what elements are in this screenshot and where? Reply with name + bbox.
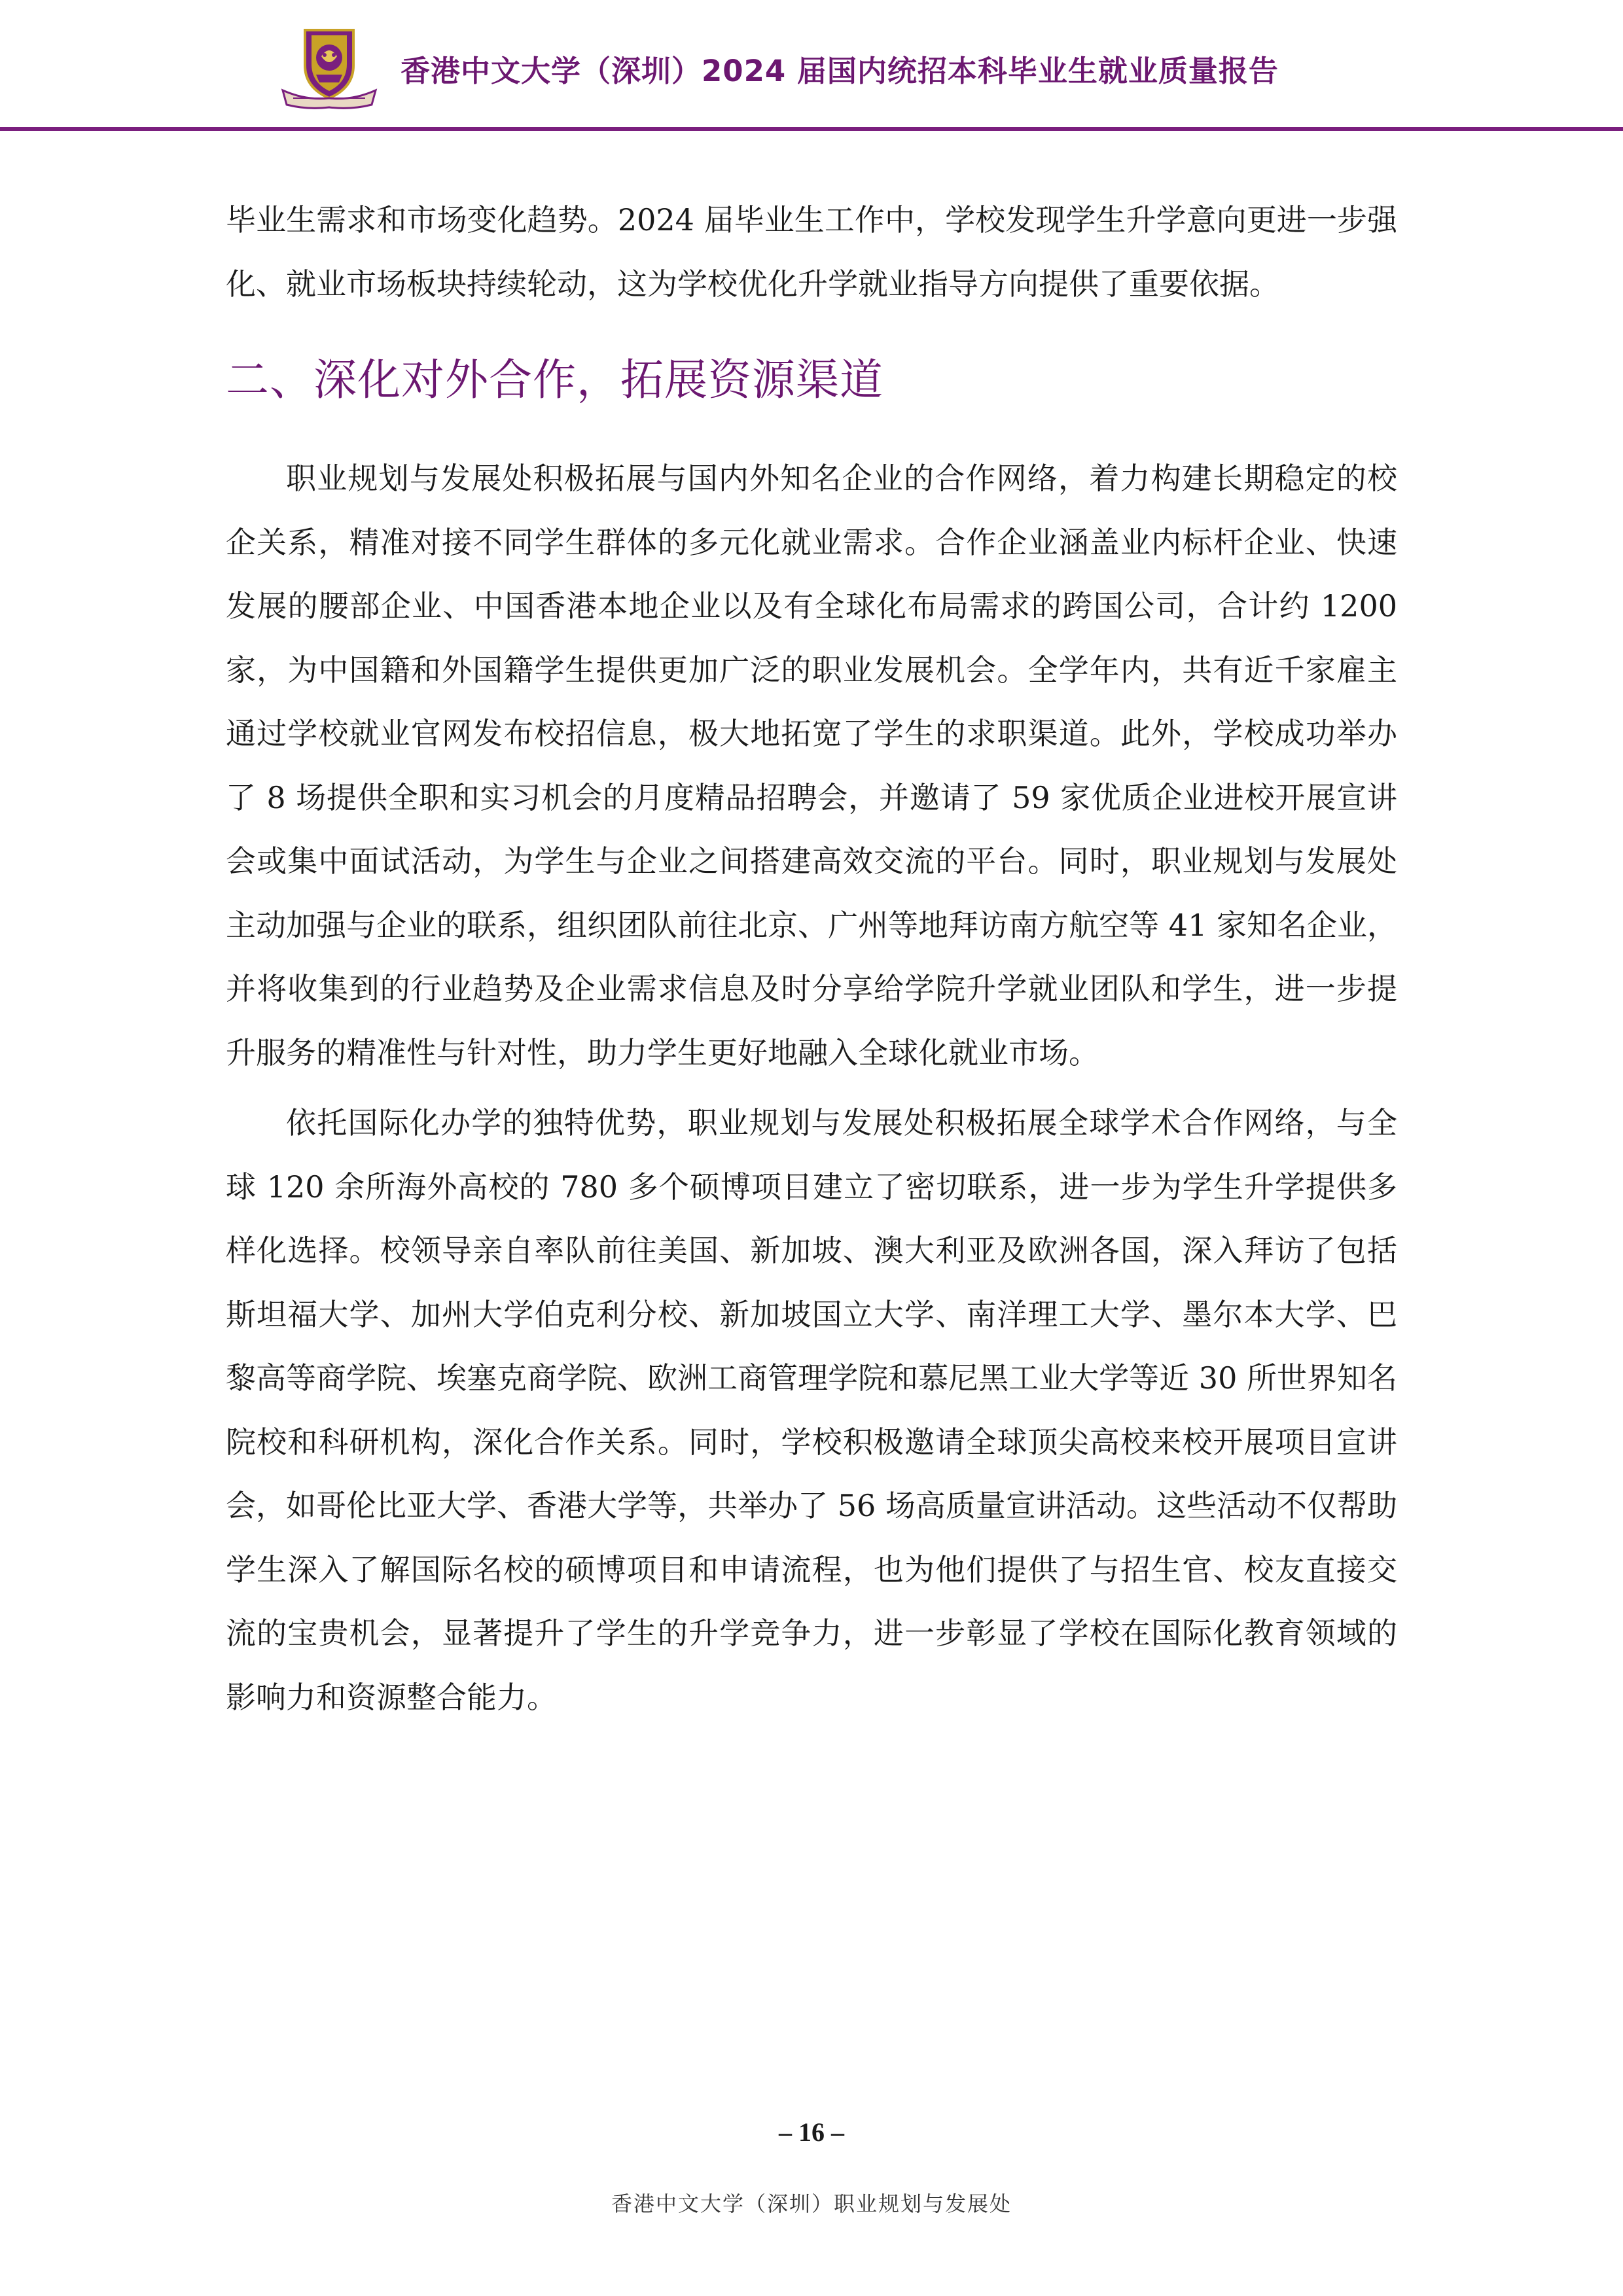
page-body	[226, 188, 1397, 1729]
footer-department: 香港中文大学（深圳）职业规划与发展处	[611, 2191, 1012, 2216]
page-header	[0, 0, 1623, 131]
section-heading: 二、深化对外合作，拓展资源渠道	[226, 355, 883, 405]
intro-paragraph: 毕业生需求和市场变化趋势。2024 届毕业生工作中，学校发现学生升学意向更进一步强化、就业市场板块持续轮动，这为学校优化升学就业指导方向提供了重要依据。	[226, 202, 1397, 302]
body-paragraph: 职业规划与发展处积极拓展与国内外知名企业的合作网络，着力构建长期稳定的校企关系，精准对接不同学生群体的多元化就业需求。合作企业涵盖业内标杆企业、快速发展的腰部企业、中国香港本地企业以及有全球化布局需求的跨国公司，合计约 1200 家，为中国籍和外国籍学生提供更加广泛的职业发展机会。全学年内，共有近千家雇主通过学校就业官网发布校招信息，极大地拓宽了学生的求职渠道。此外，学校成功举办了 8 场提供全职和实习机会的月度精品招聘会，并邀请了 59 家优质企业进校开展宣讲会或集中面试活动，为学生与企业之间搭建高效交流的平台。同时，职业规划与发展处主动加强与企业的联系，组织团队前往北京、广州等地拜访南方航空等 41 家知名企业，并将收集到的行业趋势及企业需求信息及时分享给学院升学就业团队和学生，进一步提升服务的精准性与针对性，助力学生更好地融入全球化就业市场。	[226, 461, 1397, 1070]
university-crest-icon	[280, 25, 378, 110]
body-paragraph: 依托国际化办学的独特优势，职业规划与发展处积极拓展全球学术合作网络，与全球 120 余所海外高校的 780 多个硕博项目建立了密切联系，进一步为学生升学提供多样化选择。校领导亲自率队前往美国、新加坡、澳大利亚及欧洲各国，深入拜访了包括斯坦福大学、加州大学伯克利分校、新加坡国立大学、南洋理工大学、墨尔本大学、巴黎高等商学院、埃塞克商学院、欧洲工商管理学院和慕尼黑工业大学等近 30 所世界知名院校和科研机构，深化合作关系。同时，学校积极邀请全球顶尖高校来校开展项目宣讲会，如哥伦比亚大学、香港大学等，共举办了 56 场高质量宣讲活动。这些活动不仅帮助学生深入了解国际名校的硕博项目和申请流程，也为他们提供了与招生官、校友直接交流的宝贵机会，显著提升了学生的升学竞争力，进一步彰显了学校在国际化教育领域的影响力和资源整合能力。	[226, 1105, 1397, 1715]
report-title: 香港中文大学（深圳）2024 届国内统招本科毕业生就业质量报告	[401, 54, 1279, 88]
header-divider	[0, 127, 1623, 131]
page-number: – 16 –	[779, 2117, 844, 2147]
